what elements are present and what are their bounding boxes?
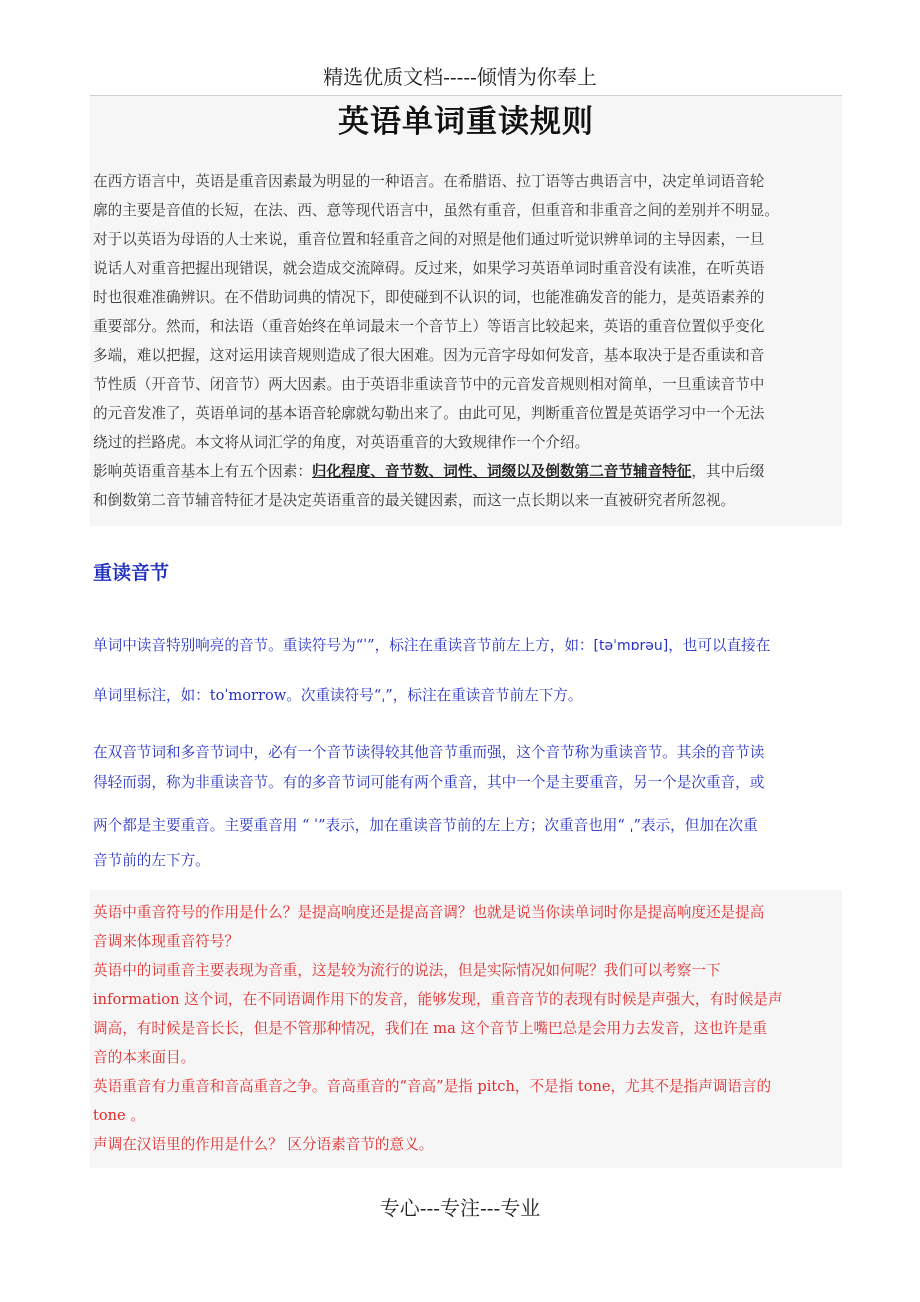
intro-line: 在西方语言中，英语是重音因素最为明显的一种语言。在希腊语、拉丁语等古典语言中，决定单词语音轮 (93, 173, 765, 190)
intro-line: 的元音发准了，英语单词的基本语音轮廓就勾勒出来了。由此可见，判断重音位置是英语学习中一个无法 (93, 405, 765, 422)
stress-line: 音节前的左下方。 (93, 852, 210, 869)
definition-line (93, 634, 770, 655)
intro-line: 廓的主要是音值的长短，在法、西、意等现代语言中，虽然有重音，但重音和非重音之间的差别并不明显。 (93, 202, 779, 219)
factors-line (93, 457, 841, 486)
intro-line: 说话人对重音把握出现错误，就会造成交流障碍。反过来，如果学习英语单词时重音没有读准，在听英语 (93, 260, 765, 277)
qa-line: 英语重音有力重音和音高重音之争。音高重音的“音高”是指 pitch，不是指 tone，尤其不是指声调语言的 (93, 1078, 772, 1095)
factors-highlight: 归化程度、音节数、词性、词缀以及倒数第二音节辅音特征 (311, 463, 692, 480)
page-footer: 专心---专注---专业 (379, 1196, 541, 1220)
factors-suffix: ，其中后缀 (691, 463, 765, 480)
qa-line: 声调在汉语里的作用是什么？ 区分语素音节的意义。 (93, 1136, 434, 1153)
intro-line: 节性质（开音节、闭音节）两大因素。由于英语非重读音节中的元音发音规则相对简单，一旦重读音节中 (93, 376, 765, 393)
intro-line: 绕过的拦路虎。本文将从词汇学的角度，对英语重音的大致规律作一个介绍。 (93, 434, 590, 451)
qa-line: 音调来体现重音符号？ (93, 933, 239, 950)
section-title: 重读音节 (93, 562, 170, 584)
stress-line: 两个都是主要重音。主要重音用 “ ˈ”表示，加在重读音节前的左上方；次重音也用“ ˌ”表示，但加在次重 (93, 817, 758, 834)
stress-line: 得轻而弱，称为非重读音节。有的多音节词可能有两个重音，其中一个是主要重音，另一个是次重音，或 (93, 774, 765, 791)
qa-line: 英语中重音符号的作用是什么？是提高响度还是提高音调？也就是说当你读单词时你是提高响度还是提高 (93, 904, 765, 921)
page-header: 精选优质文档-----倾情为你奉上 (323, 65, 597, 89)
stress-line: 在双音节词和多音节词中，必有一个音节读得较其他音节重而强，这个音节称为重读音节。其余的音节读 (93, 744, 765, 761)
definition-line: 单词里标注，如：toˈmorrow。次重读符号“ˌ”，标注在重读音节前左下方。 (93, 687, 583, 704)
intro-line: 多端，难以把握，这对运用读音规则造成了很大困难。因为元音字母如何发音，基本取决于是否重读和音 (93, 347, 765, 364)
definition-text: 单词中读音特别响亮的音节。重读符号为“ˈ”，标注在重读音节前左上方，如： (93, 637, 594, 654)
factors-prefix: 影响英语重音基本上有五个因素： (93, 463, 312, 480)
phonetic-example: [təˈmɒrəu] (593, 638, 669, 654)
intro-line: 和倒数第二音节辅音特征才是决定英语重音的最关键因素，而这一点长期以来一直被研究者所忽视。 (93, 492, 736, 509)
intro-paragraph (93, 167, 841, 515)
qa-line: 调高，有时候是音长长，但是不管那种情况，我们在 ma 这个音节上嘴巴总是会用力去发音，这也许是重 (93, 1020, 767, 1037)
qa-paragraph (93, 898, 841, 1159)
qa-line: information 这个词，在不同语调作用下的发音，能够发现，重音音节的表现有时候是声强大，有时候是声 (93, 991, 783, 1008)
document-title: 英语单词重读规则 (338, 104, 594, 140)
intro-line: 重要部分。然而，和法语（重音始终在单词最末一个音节上）等语言比较起来，英语的重音位置似乎变化 (93, 318, 765, 335)
qa-line: 音的本来面目。 (93, 1049, 196, 1066)
qa-line: 英语中的词重音主要表现为音重，这是较为流行的说法，但是实际情况如何呢？我们可以考察一下 (93, 962, 721, 979)
intro-line: 对于以英语为母语的人士来说，重音位置和轻重音之间的对照是他们通过听觉识辨单词的主导因素，一旦 (93, 231, 765, 248)
definition-text: ，也可以直接在 (668, 637, 771, 654)
intro-line: 时也很难准确辨识。在不借助词典的情况下，即使碰到不认识的词，也能准确发音的能力，是英语素养的 (93, 289, 765, 306)
qa-line: tone 。 (93, 1107, 145, 1124)
